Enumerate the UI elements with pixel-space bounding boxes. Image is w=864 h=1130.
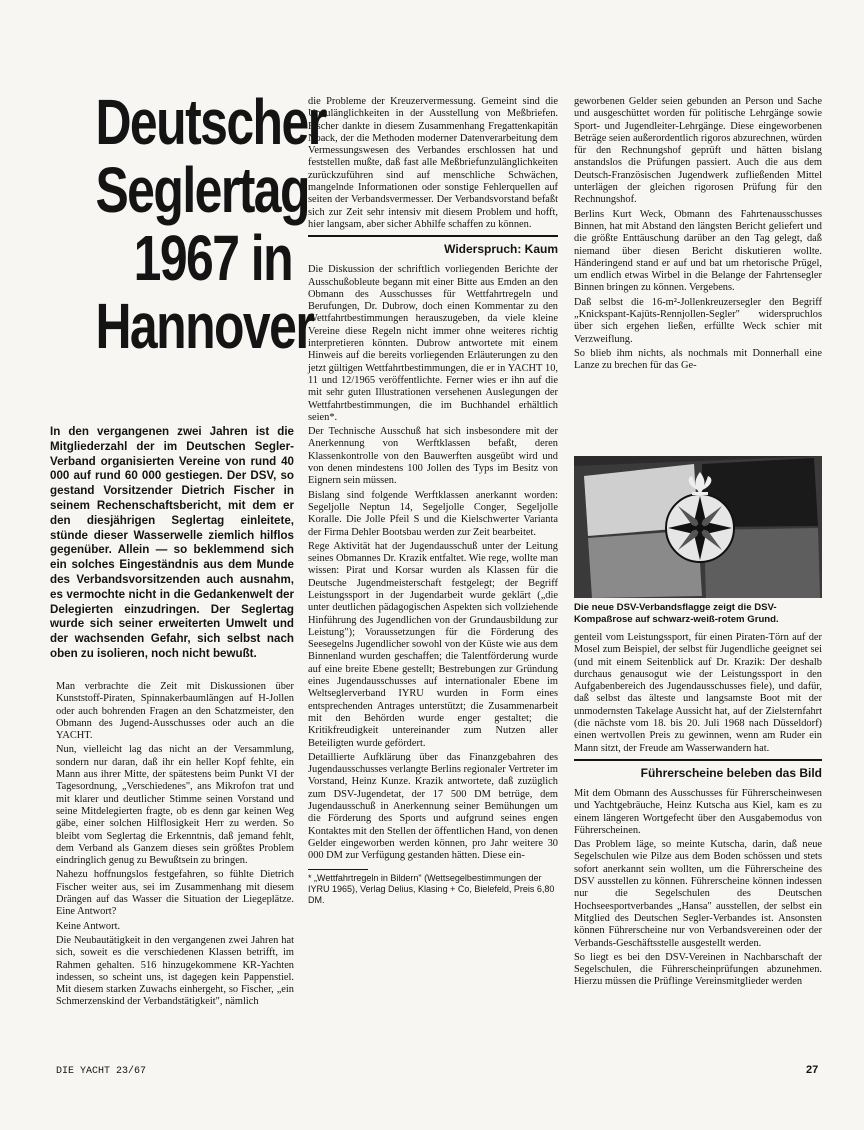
paragraph: Keine Antwort.	[56, 920, 121, 932]
headline-line: Seglertag	[95, 154, 309, 226]
headline	[95, 86, 326, 362]
photo-caption: Die neue DSV-Verbandsflagge zeigt die DSV-Kompaßrose auf schwarz-weiß-rotem Grund.	[574, 602, 779, 625]
compass-rose-icon	[666, 494, 734, 562]
lead-paragraph: In den vergangenen zwei Jahren ist die Mitgliederzahl der im Deutschen Segler-Verband organisierten Vereine von rund 40 000 auf rund 60 000 gestiegen. Der DSV, so gestand Vorsitzender Dietrich Fischer in seinem Rechenschaftsbericht, mit dem er den diesjährigen Seglertag einleitete, stünde dieser Wasserwelle ziemlich hilflos gegenüber. Allein — so beklemmend sich ein solches Eingeständnis aus dem Munde des Verbandsvorsitzenden auch ausnahm, es vermochte nicht in die Gedankenwelt der Delegierten einzudringen. Der Seglertag wurde sich seiner erweiterten Umwelt und der wachsenden Gefahr, sich selbst nach oben zu isolieren, noch nicht bewußt.	[50, 425, 294, 660]
paragraph: Nahezu hoffnungslos festgefahren, so fühlte Dietrich Fischer weiter aus, sei im Zusammenhang mit diesem Drängen auf das Wasser die Situation der Liegeplätze. Eine Antwort?	[56, 869, 294, 918]
paragraph: Rege Aktivität hat der Jugendausschuß unter der Leitung seines Obmannes Dr. Krazik entfaltet. Wie rege, wollte man wissen: Pirat und Korsar wurden als Klassen für die Deutsche Jugendmeisterschaft festgelegt; der Begriff Leistungssport in der Jugendarbeit wurde geklärt („die unter deutlichen pädagogischen Aspekten sich vollziehende Hinführung des Jugendlichen von der Grundausbildung zur Leistung"); Voraussetzungen für die Förderung des Seesegelns Jugendlicher sowohl von der Küste wie aus dem Binnenland wurden geschaffen; die Talentförderung wurde auf eine breite Ebene gestellt; Bestrebungen zur Gründung eines Jugendausschusses auf internationaler Ebene im Weltseglerverband IYRU wurden in Form eines entsprechenden Antrages unterstützt; die Zusammenarbeit mit den Behörden wurde enger gestaltet; die Kritikfreudigkeit untereinander zum Nutzen aller Beteiligten wurde gefördert.	[308, 540, 558, 749]
subheading-widerspruch: Widerspruch: Kaum	[308, 235, 558, 256]
page-number: 27	[806, 1064, 819, 1076]
paragraph: Detaillierte Aufklärung über das Finanzgebahren des Jugendausschusses verlangte Berlins regionaler Vertreter im Vorstand, Heinz Kunze. Krazik antwortete, daß zuzüglich zum DSV-Jugendetat, der 17 500 DM betrüge, dem Jugendausschuß in Anerkennung seiner Bemühungen um die Förderung des Sports und aufgrund seines engen Kontaktes mit den Stellen der öffentlichen Hand, von denen Gelder eingeworben werden können, pro Jahr weitere 30 000 DM zur Verfügung gestanden hätten. Diese ein-	[308, 751, 558, 862]
headline-line: 1967 in	[133, 222, 292, 294]
paragraph: So blieb ihm nichts, als nochmals mit Donnerhall eine Lanze zu brechen für das Ge-	[574, 347, 822, 372]
dsv-flag-image	[574, 456, 822, 598]
column-1	[56, 681, 294, 1011]
paragraph: Berlins Kurt Weck, Obmann des Fahrtenausschusses Binnen, hat mit Abstand den längsten Bericht geliefert und die größte Enttäuschung darüber an den Tag gelegt, daß niemand über diesen Bericht diskutieren wollte. Händeringend stand er auf und bat um rhetorische Prügel, um endlich etwas Wirbel in die Belange der Fahrtensegler Binnen bringen zu können. Vergebens.	[574, 208, 822, 294]
paragraph: die Probleme der Kreuzervermessung. Gemeint sind die Unzulänglichkeiten in der Ausstellung von Meßbriefen. Fischer dankte in diesem Zusammenhang Fregattenkapitän Noack, der die Methoden moderner Datenverarbeitung dem Vermessungswesen des Verbandes erschlossen hat und feststellen mußte, daß fast alle Meßbriefunzulänglichkeiten zurückzuführen sind auf menschliche Schwächen, mangelnde Informationen oder sonstige Fehlerquellen auf seiten der Verbandsvermesser. Der Verbandsvorstand befaßt sich zur Zeit sehr intensiv mit diesem Problem und hofft, hier langsam, aber sicher Abhilfe schaffen zu können.	[308, 96, 558, 230]
flag-photo	[574, 456, 822, 598]
paragraph: geworbenen Gelder seien gebunden an Person und Sache und ausgeschüttet worden für politische Lehrgänge sowie Sport- und Jugendleiter-Lehrgänge. Diese eingeworbenen Beträge seien außerordentlich rigoros abzurechnen, würden für den Rechnungshof geprüft und hätten bislang anstandslos die Prüfungen passiert. Auch die aus dem Deutsch-Französischen Jugendwerk zufließenden Mittel unterlägen der gleichen rigorosen Prüfung für den Rechnungshof.	[574, 96, 822, 206]
paragraph: Man verbrachte die Zeit mit Diskussionen über Kunststoff-Piraten, Spinnakerbaumlängen auf H-Jollen oder auch bohrenden Fragen an den Schatzmeister, den Obmann des Jugend-Ausschusses oder auch an die YACHT.	[56, 681, 294, 742]
column-3-bottom	[574, 632, 822, 991]
paragraph: So liegt es bei den DSV-Vereinen in Nachbarschaft der Segelschulen, die Führerscheinprüfungen abzunehmen. Hierzu müssen die Prüflinge Vereinsmitglieder werden	[574, 951, 822, 988]
paragraph: Die Diskussion der schriftlich vorliegenden Berichte der Ausschußobleute begann mit einer Bitte aus Emden an den Obmann des Ausschusses für Wettfahrtregeln und Berufungen, Dr. Dubrow, doch einen Kommentar zu den Wettfahrtbestimmungen herauszugeben, da viele kleine Vereine diese Regeln nicht immer ohne weiteres richtig interpretieren könnten. Dubrow antwortete mit einem Hinweis auf die bereits vorliegenden Erläuterungen zu den jetzt gültigen Wettfahrtbestimmungen, die er in YACHT 10, 11 und 12/1965 veröffentlichte. Ferner wies er ihn auf die mit sehr guten Illustrationen versehenen Auslegungen der Wettfahrtbestimmungen, die im Buchhandel erhältlich seien*.	[308, 264, 558, 423]
paragraph: Bislang sind folgende Werftklassen anerkannt worden: Segeljolle Neptun 14, Segeljolle Conger, Segeljolle Koralle. Die Jolle Pfeil S und die Kielschwerter Varianta der Firma Dehler Bootsbau werden zur Zeit bearbeitet.	[308, 489, 558, 538]
subheading-fuehrerscheine: Führerscheine beleben das Bild	[574, 759, 822, 780]
column-2	[308, 96, 558, 906]
paragraph: Die Neubautätigkeit in den vergangenen zwei Jahren hat sich, soweit es die verschiedenen Klassen betrifft, im Rahmen gehalten. 516 hinzugekommene KR-Yachten indessen, so scheint uns, ist dagegen kein Pappenstiel. Mit diesem starken Zuwachs einhergeht, so Fischer, „ein Schmerzenskind der Verbandstätigkeit", nämlich	[56, 934, 294, 1008]
paragraph: Das Problem läge, so meinte Kutscha, darin, daß neue Segelschulen wie Pilze aus dem Boden schössen und stets sofort anerkannt sein wollten, um die Führerscheine des DSV ausstellen zu können. Führerscheine können indessen nur die Segelschulen des Deutschen Hochseesportverbandes „Hansa" ausstellen, der selbst ein Mitglied des Deutschen Segler-Verbandes ist. Ansonsten können Führerscheine nur von Verbandsvereinen oder der Verbands-Geschäftsstelle ausgestellt werden.	[574, 839, 822, 949]
headline-line: Hannover	[95, 290, 314, 362]
paragraph: Mit dem Obmann des Ausschusses für Führerscheinwesen und Yachtgebräuche, Heinz Kutscha aus Kiel, kam es zu einem längeren Wortgefecht über den Ausgabemodus von Führerscheinen.	[574, 787, 822, 836]
footnote: * „Wettfahrtregeln in Bildern" (Wettsegelbestimmungen der IYRU 1965), Verlag Delius, Klasing + Co, Bielefeld, Preis 6,80 DM.	[308, 872, 555, 905]
paragraph: Nun, vielleicht lag das nicht an der Versammlung, sondern nur daran, daß ihr ein heller Kopf fehlte, ein Mann aus ihrer Mitte, der spätestens beim Punkt VI der Tagesordnung, „Verschiedenes", ans Mikrofon trat und mit klarer und deutlicher Stimme seinen Vorstand und seine Mitdelegierten fragte, ob es denn gar keinen Weg gäbe, einer solchen Hilflosigkeit Herr zu werden. So bleibt vom Seglertag die Erkenntnis, daß jemand fehlt, dem Verband als Ganzem dieses sein größtes Problem eindringlich genug zu Bewußtsein zu bringen.	[56, 744, 294, 867]
paragraph: Der Technische Ausschuß hat sich insbesondere mit der Anerkennung von Werftklassen befaßt, deren Klassenkontrolle von den Bauwerften ausgeübt wird und von denen mindestens 100 Jollen des Typs im Besitz von Eignern sein müssen.	[308, 426, 558, 487]
footnote-rule	[308, 869, 368, 870]
magazine-issue: DIE YACHT 23/67	[56, 1066, 147, 1077]
column-3-top	[574, 96, 822, 375]
paragraph: Daß selbst die 16-m²-Jollenkreuzersegler den Begriff „Knickspant-Kajüts-Rennjollen-Segler" widerspruchlos über sich ergehen ließen, erfüllte Weck schier mit Verzweiflung.	[574, 296, 822, 345]
headline-line: Deutscher	[95, 86, 326, 158]
paragraph: genteil vom Leistungssport, für einen Piraten-Törn auf der Mosel zum Beispiel, der selbst für Jugendliche geeignet sei (und mit einem Seitenblick auf Dr. Krazik: Der deshalb durchaus genausogut wie der Leistungssport in den Aufgabenbereich des Jugendausschusses fiele), und dafür, daß selbst das älteste und langsamste Boot mit der unmodernsten Takelage Aussicht hat, auf der Zielsternfahrt (die nächste vom 18. bis 20. Juli 1968 nach Düsseldorf) einen wertvollen Preis zu gewinnen, wenn am Ruder ein Mann sitzt, der Freude am Wasserwandern hat.	[574, 632, 822, 754]
